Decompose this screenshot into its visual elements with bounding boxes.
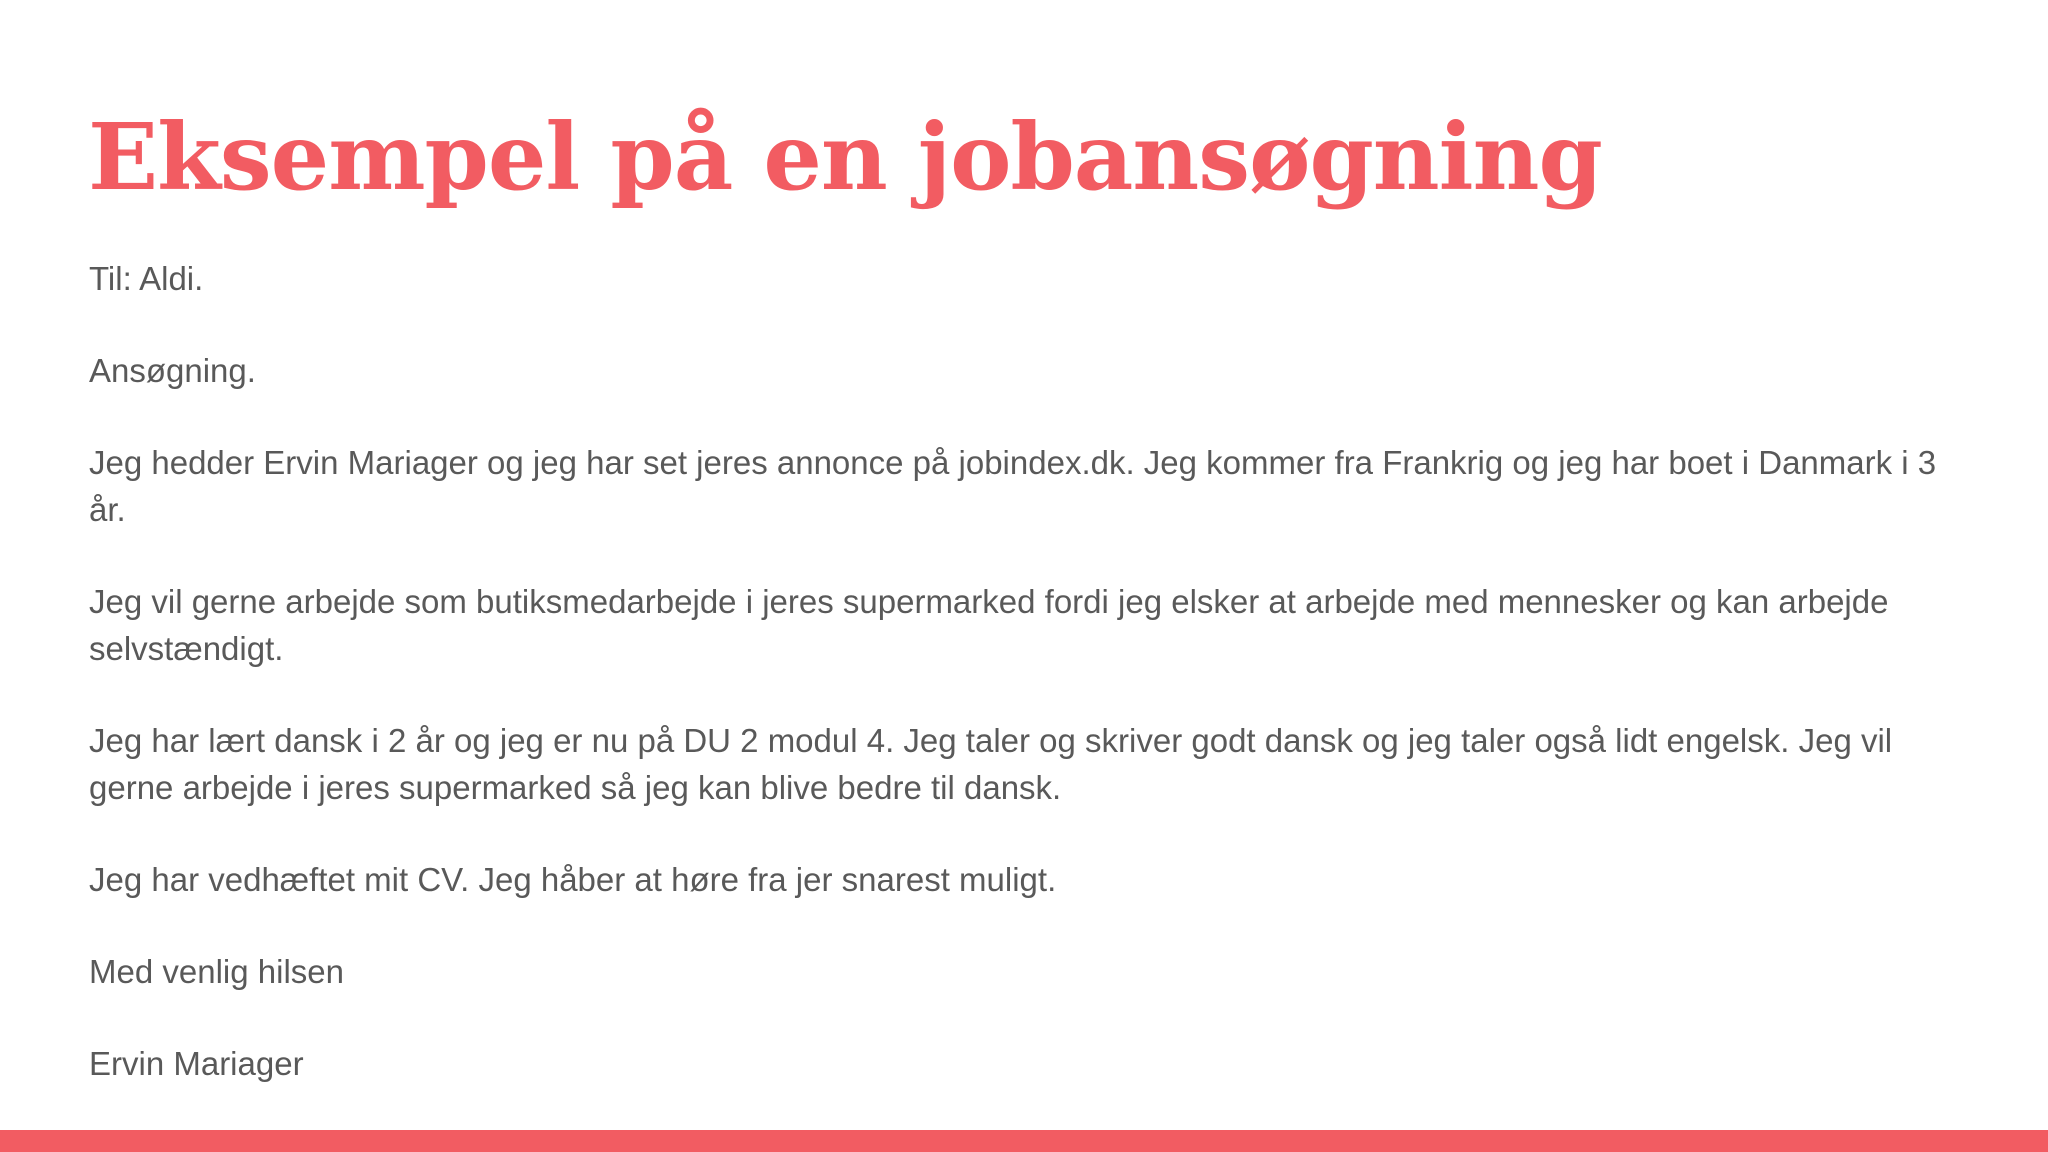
letter-body — [89, 255, 1959, 1132]
letter-signature: Ervin Mariager — [89, 1045, 304, 1082]
letter-subject: Ansøgning. — [89, 352, 256, 389]
letter-paragraph-intro: Jeg hedder Ervin Mariager og jeg har set jeres annonce på jobindex.dk. Jeg kommer fra Frankrig og jeg har boet i Danmark i 3 år. — [89, 444, 1937, 528]
bottom-accent-bar — [0, 1130, 2048, 1152]
letter-paragraph-motivation: Jeg vil gerne arbejde som butiksmedarbejde i jeres supermarked fordi jeg elsker at arbejde med mennesker og kan arbejde selvstændigt. — [89, 583, 1889, 667]
slide-title: Eksempel på en jobansøgning — [88, 103, 1602, 211]
letter-paragraph-attachment: Jeg har vedhæftet mit CV. Jeg håber at høre fra jer snarest muligt. — [89, 861, 1057, 898]
letter-recipient: Til: Aldi. — [89, 260, 204, 297]
letter-paragraph-language: Jeg har lært dansk i 2 år og jeg er nu på DU 2 modul 4. Jeg taler og skriver godt dansk og jeg taler også lidt engelsk. Jeg vil gerne arbejde i jeres supermarked så jeg kan blive bedre til dansk. — [89, 722, 1893, 806]
letter-closing: Med venlig hilsen — [89, 953, 344, 990]
